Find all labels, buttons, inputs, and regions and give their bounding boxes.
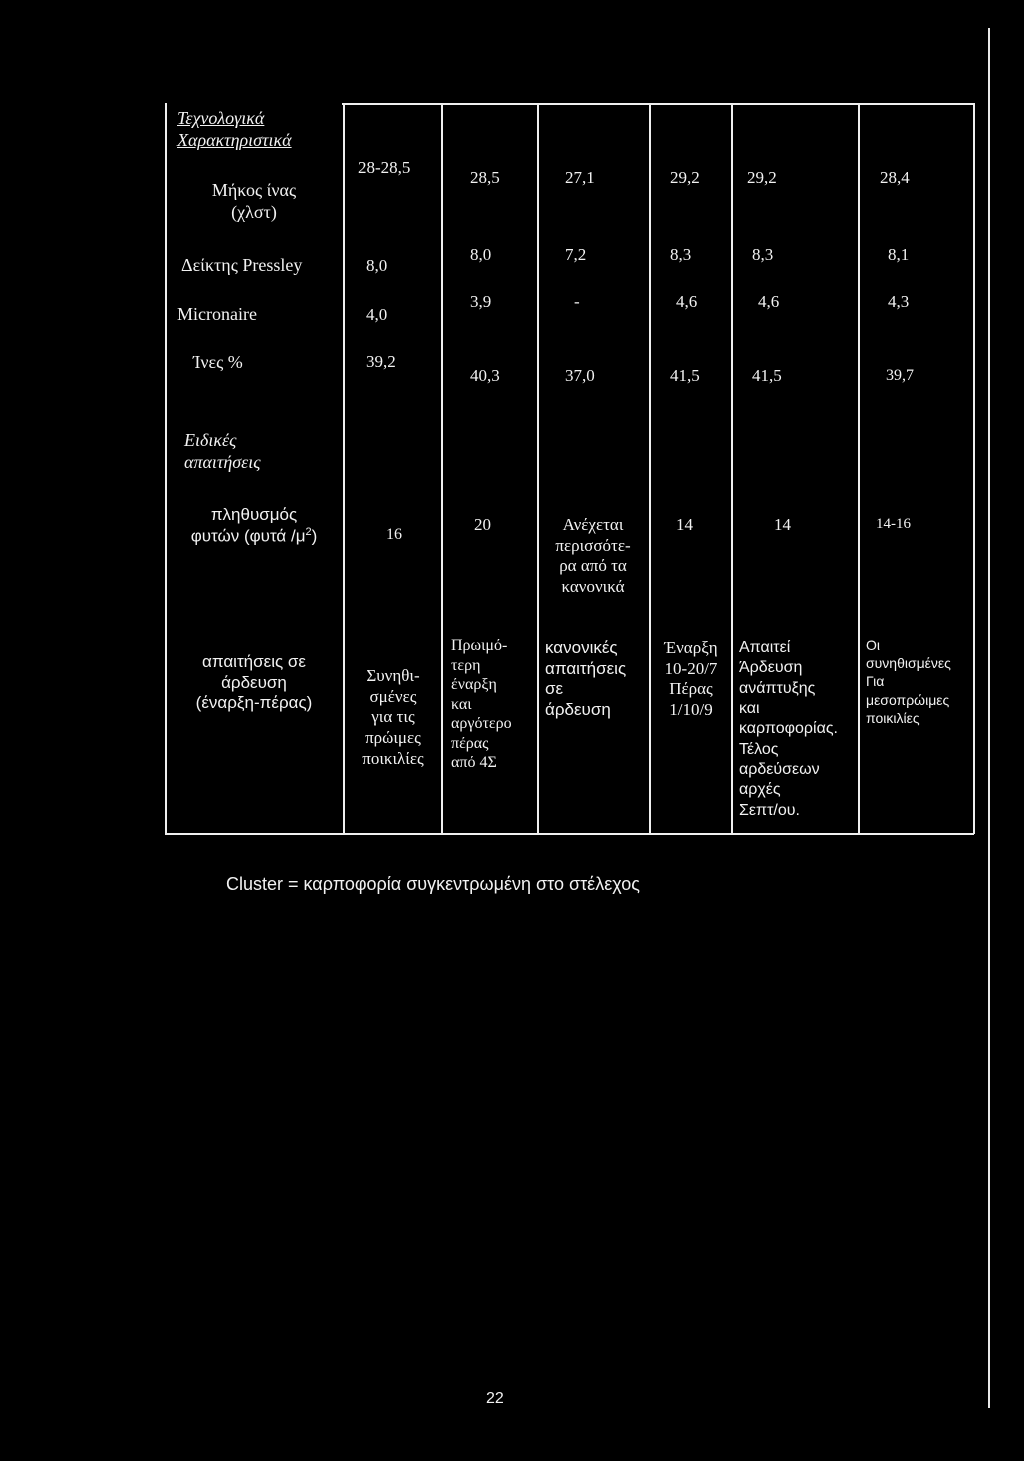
row-label-plant-density-line2-text: φυτών (φυτά /μ	[190, 526, 306, 546]
row-label-irrigation-line2: άρδευση	[221, 672, 287, 692]
row-label-irrigation-line1: απαιτήσεις σε	[202, 652, 306, 671]
cell-fibers-pct-2: 40,3	[470, 366, 500, 385]
cell-irrigation-5-line1: Απαιτεί	[739, 639, 791, 656]
cell-irrigation-3-line4: άρδευση	[545, 700, 611, 720]
cell-plant-density-3-line4: κανονικά	[561, 577, 625, 597]
cell-irrigation-5-line3: ανάπτυξης	[739, 679, 816, 697]
table-right-border	[973, 103, 975, 834]
cell-irrigation-5-line5: καρποφορίας.	[739, 720, 838, 738]
cell-plant-density-6: 14-16	[876, 516, 911, 532]
cell-fibers-pct-5: 41,5	[752, 366, 782, 385]
table-divider-2	[441, 103, 443, 834]
cell-pressley-2: 8,0	[470, 245, 492, 264]
cell-fiber-length-2: 28,5	[470, 168, 500, 187]
section-tech-heading-line1: Τεχνολογικά	[177, 108, 265, 128]
cell-pressley-5: 8,3	[752, 245, 774, 264]
cell-fiber-length-3: 27,1	[565, 168, 595, 187]
cell-irrigation-3-line3: σε	[545, 679, 564, 699]
cell-irrigation-1	[346, 666, 440, 770]
cell-irrigation-5-line8: αρχές	[739, 781, 781, 799]
cell-irrigation-3-line1: κανονικές	[545, 638, 618, 657]
row-label-irrigation	[170, 652, 338, 714]
cell-irrigation-6-line5: ποικιλίες	[866, 709, 920, 726]
cell-micronaire-4: 4,6	[676, 292, 698, 311]
cell-plant-density-5: 14	[774, 515, 791, 534]
page-number: 22	[486, 1390, 504, 1407]
cell-pressley-3: 7,2	[565, 245, 587, 264]
row-label-fiber-length-line1: Μήκος ίνας	[211, 180, 297, 200]
cell-irrigation-4-line2: 10-20/7	[664, 658, 718, 678]
row-label-fiber-length-line2: (χλστ)	[231, 201, 277, 222]
cell-plant-density-4: 14	[676, 515, 693, 534]
cell-irrigation-4-line3: Πέρας	[669, 679, 713, 699]
row-label-irrigation-line3: (έναρξη-πέρας)	[195, 693, 313, 713]
table-divider-3	[537, 103, 539, 834]
cell-plant-density-2: 20	[474, 515, 491, 534]
row-label-plant-density-line1: πληθυσμός	[210, 505, 298, 524]
cell-irrigation-6	[866, 636, 951, 727]
row-label-pressley: Δείκτης Pressley	[181, 255, 303, 275]
row-label-plant-density-superscript: 2	[305, 525, 312, 538]
cell-plant-density-3	[540, 515, 646, 598]
cell-irrigation-4-line4: 1/10/9	[669, 700, 713, 720]
table-left-border	[165, 103, 167, 834]
cell-irrigation-2-line7: από 4Σ	[451, 754, 497, 772]
cell-irrigation-5-line4: και	[739, 699, 760, 717]
table-bottom-border	[165, 833, 974, 835]
table-top-border	[342, 103, 974, 105]
cell-irrigation-1-line5: ποικιλίες	[362, 748, 424, 768]
cell-irrigation-6-line1: Οι	[866, 637, 880, 653]
cell-plant-density-3-line2: περισσότε-	[555, 535, 631, 555]
cell-fiber-length-4: 29,2	[670, 168, 700, 187]
cell-irrigation-2-line2: τερη	[451, 656, 481, 674]
cell-fibers-pct-3: 37,0	[565, 366, 595, 385]
cell-irrigation-2-line5: αργότερο	[451, 715, 512, 733]
cell-irrigation-3-line2: απαιτήσεις	[545, 658, 627, 678]
cell-irrigation-3	[545, 638, 626, 721]
table-divider-4	[649, 103, 651, 834]
cell-plant-density-3-line3: ρα από τα	[559, 556, 627, 576]
cell-pressley-6: 8,1	[888, 245, 910, 264]
cell-irrigation-2-line3: έναρξη	[451, 676, 497, 694]
cell-irrigation-5-line6: Τέλος	[739, 740, 779, 758]
section-special-heading-line2: απαιτήσεις	[184, 452, 261, 472]
cell-micronaire-2: 3,9	[470, 292, 492, 311]
cell-irrigation-2-line6: πέρας	[451, 734, 489, 752]
cell-irrigation-4	[652, 638, 730, 721]
row-label-fiber-length	[170, 180, 338, 224]
cell-plant-density-1: 16	[386, 526, 402, 543]
cell-micronaire-1: 4,0	[366, 305, 388, 324]
cell-fiber-length-1: 28-28,5	[358, 158, 411, 177]
cell-irrigation-6-line2: συνηθισμένες	[866, 655, 951, 672]
cell-fibers-pct-1: 39,2	[366, 352, 396, 371]
cell-irrigation-1-line3: για τις	[371, 707, 415, 727]
cell-irrigation-5-line2: Άρδευση	[739, 659, 803, 677]
row-label-plant-density	[170, 505, 338, 547]
cell-irrigation-2-line4: και	[451, 695, 472, 713]
row-label-fibers-pct: Ίνες %	[193, 352, 243, 372]
row-label-plant-density-line2-end: )	[311, 526, 318, 546]
cell-micronaire-3: -	[574, 292, 580, 311]
cell-irrigation-1-line1: Συνηθι-	[366, 666, 420, 685]
section-special-heading-line1: Ειδικές	[184, 430, 237, 450]
row-label-micronaire: Micronaire	[177, 304, 257, 324]
table-divider-6	[858, 103, 860, 834]
cell-irrigation-2-line1: Πρωιμό-	[451, 637, 508, 654]
cell-fibers-pct-6: 39,7	[886, 367, 914, 384]
cell-pressley-1: 8,0	[366, 256, 388, 275]
section-tech-heading-line2: Χαρακτηριστικά	[177, 130, 292, 150]
footnote-cluster: Cluster = καρποφορία συγκεντρωμένη στο στέλεχος	[226, 874, 640, 894]
cell-irrigation-5-line7: αρδεύσεων	[739, 760, 820, 778]
cell-fiber-length-6: 28,4	[880, 168, 910, 187]
cell-irrigation-1-line2: σμένες	[369, 686, 417, 706]
cell-irrigation-4-line1: Έναρξη	[664, 638, 718, 657]
cell-irrigation-5-line9: Σεπτ/ου.	[739, 801, 800, 819]
cell-irrigation-2	[451, 636, 512, 773]
cell-irrigation-6-line4: μεσοπρώιμες	[866, 691, 950, 708]
cell-micronaire-6: 4,3	[888, 292, 910, 311]
cell-fiber-length-5: 29,2	[747, 168, 777, 187]
cell-irrigation-6-line3: Για	[866, 673, 885, 690]
cell-pressley-4: 8,3	[670, 245, 692, 264]
row-label-plant-density-line2	[170, 526, 338, 547]
cell-irrigation-1-line4: πρώιμες	[365, 728, 421, 748]
table-divider-5	[731, 103, 733, 834]
cell-micronaire-5: 4,6	[758, 292, 780, 311]
table-divider-1	[343, 103, 345, 834]
cell-plant-density-3-line1: Ανέχεται	[562, 515, 624, 534]
cell-irrigation-5	[739, 638, 838, 821]
cell-fibers-pct-4: 41,5	[670, 366, 700, 385]
